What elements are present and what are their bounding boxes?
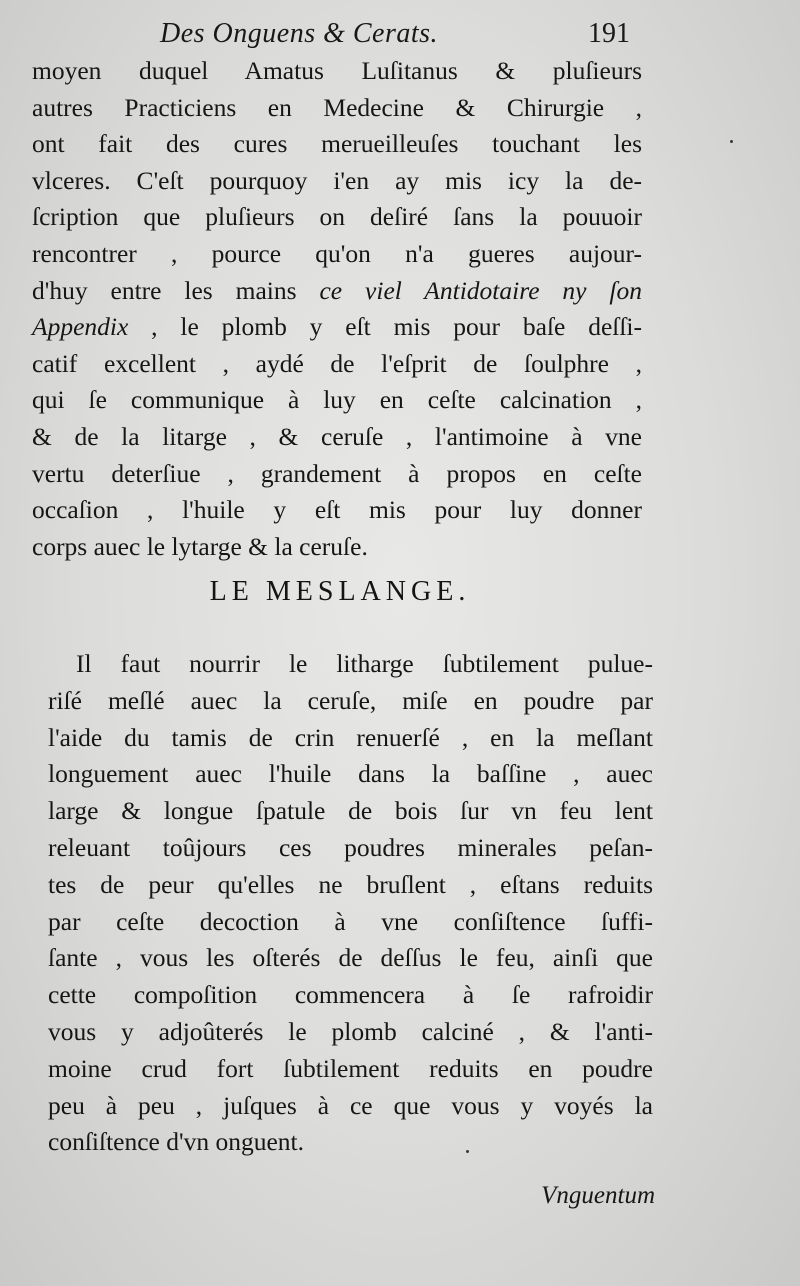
paper-speck (466, 1150, 469, 1153)
running-title: Des Onguens & Cerats. (160, 18, 439, 49)
section-heading: LE MESLANGE. (209, 576, 471, 607)
text-line-mixed (32, 309, 642, 346)
catchword: Vnguentum (541, 1182, 655, 1209)
text-line: vertu deterſiue , grandement à propos en ceſte (32, 458, 642, 488)
page-header (160, 14, 630, 54)
text-line: occaſion , l'huile y eſt mis pour luy donner (32, 495, 642, 525)
text-line: moine crud fort ſubtilement reduits en poudre (48, 1053, 653, 1083)
text-line: autres Practiciens en Medecine & Chirurgie , (32, 92, 642, 122)
text-line: cette compoſition commencera à ſe rafroidir (48, 980, 653, 1010)
text-line: releuant toûjours ces poudres minerales peſan- (48, 832, 653, 862)
paper-speck (730, 140, 733, 143)
text-line: par ceſte decoction à vne conſiſtence ſuffi- (48, 906, 653, 936)
text-line: qui ſe communique à luy en ceſte calcination , (32, 385, 642, 415)
text-line: rencontrer , pource qu'on n'a gueres aujour- (32, 238, 642, 268)
italic-title: Appendix (32, 312, 129, 342)
text-line-mixed (32, 273, 642, 310)
text-line: ſante , vous les oſterés de deſſus le feu, ainſi que (48, 943, 653, 973)
text-line: riſé meſlé auec la ceruſe, miſe en poudre par (48, 685, 653, 715)
text-fragment: d'huy entre les mains (32, 275, 297, 305)
text-line: vlceres. C'eſt pourquoy i'en ay mis icy la de- (32, 165, 642, 195)
text-line: large & longue ſpatule de bois ſur vn feu lent (48, 796, 653, 826)
text-line: Il faut nourrir le litharge ſubtilement pulue- (76, 649, 653, 678)
text-line: corps auec le lytarge & la ceruſe. (32, 531, 368, 561)
text-line: catif excellent , aydé de l'eſprit de ſoulphre , (32, 348, 642, 378)
text-line: ont fait des cures merueilleuſes touchant les (32, 129, 642, 159)
text-line: & de la litarge , & ceruſe , l'antimoine à vne (32, 421, 642, 451)
text-line: longuement auec l'huile dans la baſſine , auec (48, 759, 653, 789)
paragraph-2 (48, 646, 653, 1161)
italic-title: ce viel Antidotaire ny ſon (319, 275, 643, 305)
text-line: ſcription que pluſieurs on deſiré ſans la pouuoir (32, 202, 642, 232)
page-number: 191 (588, 18, 630, 49)
text-line: vous y adjoûterés le plomb calciné , & l'anti- (48, 1016, 653, 1046)
paragraph-1 (32, 53, 642, 565)
text-line: tes de peur qu'elles ne bruſlent , eſtans reduits (48, 869, 653, 899)
text-line: conſiſtence d'vn onguent. (48, 1127, 304, 1157)
text-line: l'aide du tamis de crin renuerſé , en la meſlant (48, 722, 653, 752)
text-fragment: , le plomb y eſt mis pour baſe deſſi- (151, 312, 643, 342)
text-line: moyen duquel Amatus Luſitanus & pluſieurs (32, 56, 642, 85)
text-line: peu à peu , juſques à ce que vous y voyés la (48, 1090, 653, 1120)
